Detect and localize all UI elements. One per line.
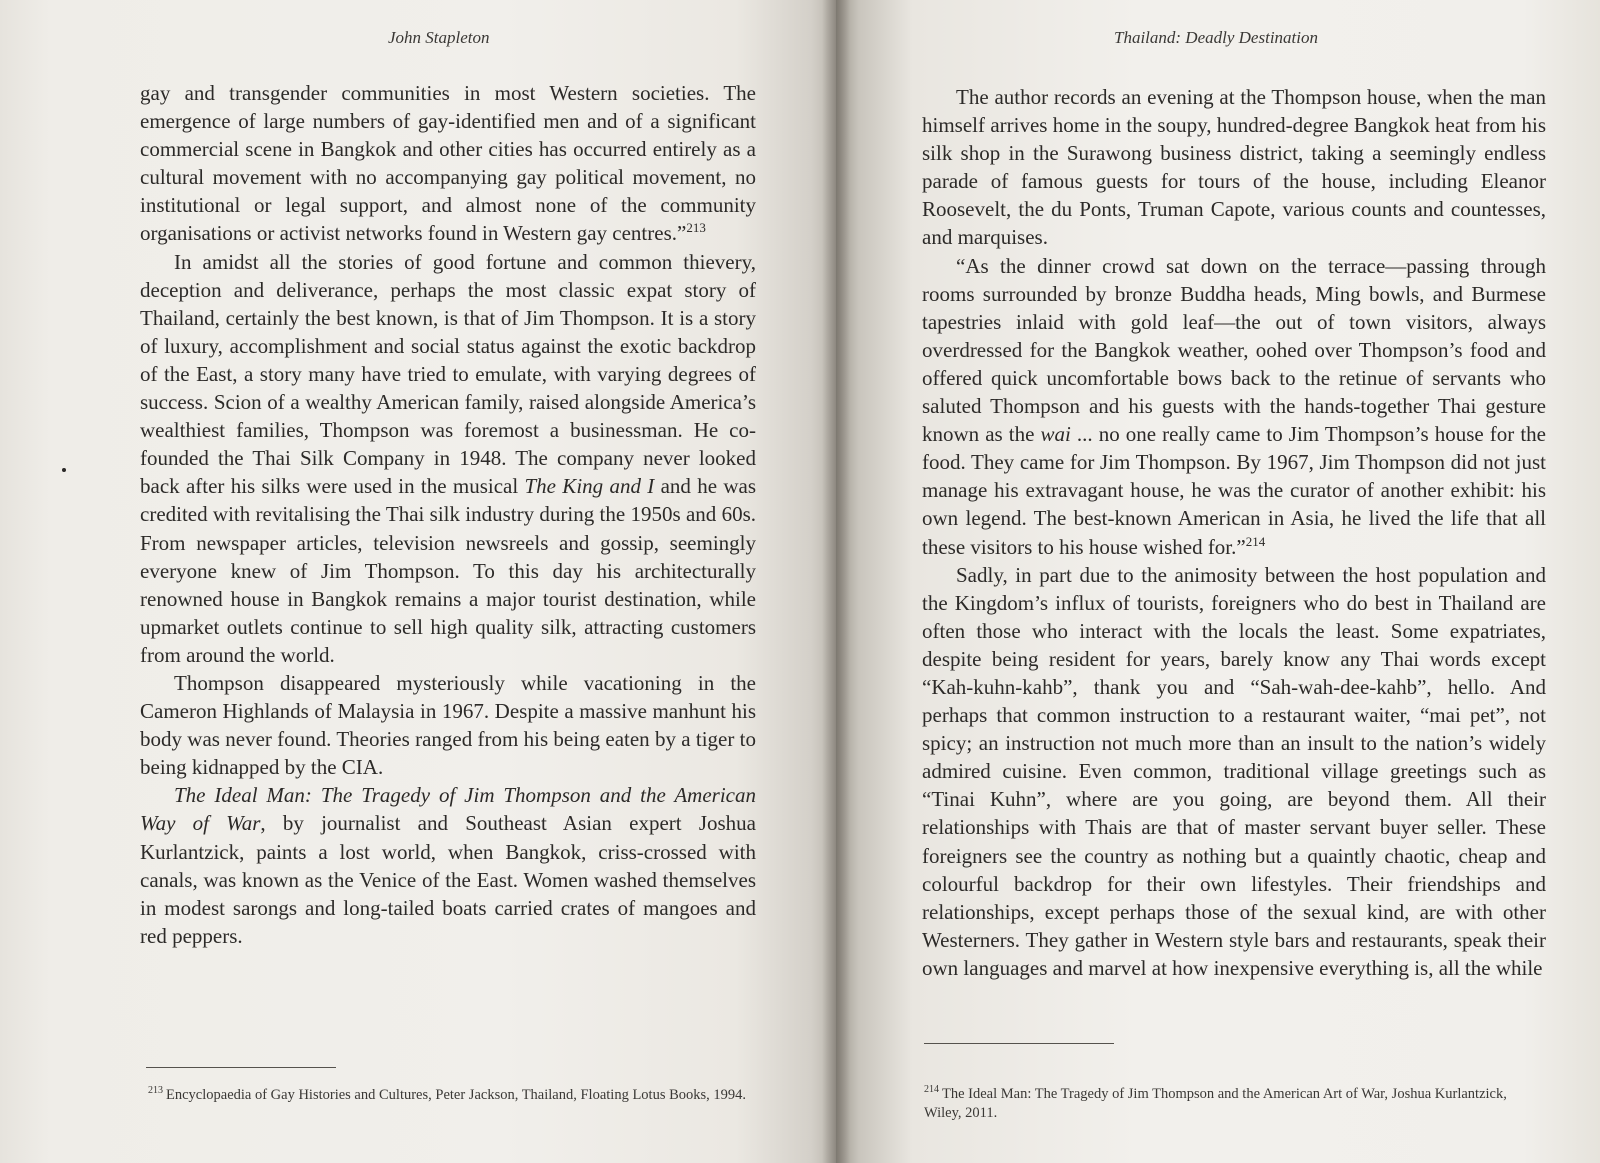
italic-word: wai (1040, 422, 1071, 447)
footnote-text: Encyclopaedia of Gay Histories and Cultures, Peter Jackson, Thailand, Floating Lotus Books, 1994. (166, 1087, 747, 1103)
right-page-body (922, 83, 1546, 982)
italic-title: The Ideal Man: The Tragedy of Jim Thompson and the American Way of War (140, 783, 756, 836)
footnote-number: 214 (924, 1084, 939, 1096)
book-gutter (822, 0, 850, 1163)
paragraph-text: Sadly, in part due to the animosity between the host population and the Kingdom’s influx of tourists, foreigners who do best in Thailand are often those who interact with the locals the least. Some expatriates, despite being resident for years, barely know any Thai words except “Kah-kuhn-kahb”, thank you and “Sah-wah-dee-kahb”, hello. And perhaps that common instruction to a restaurant waiter, “mai pet”, not spicy; an instruction not much more than an insult to the nation’s widely admired cuisine. Even common, traditional village greetings such as “Tinai Kuhn”, where are you going, are beyond them. All their relationships with Thais are that of master servant buyer seller. These foreigners see the country as nothing but a quaintly chaotic, cheap and colourful backdrop for their own lifestyles. Their friendships and relationships, except perhaps those of the sexual kind, are with other Westerners. They gather in Western style bars and restaurants, speak their own languages and marvel at how inexpensive everything is, all the while (922, 562, 1546, 980)
paragraph-text: and he was credited with revitalising the Thai silk industry during the 1950s and 60s. From newspaper articles, television newsreels and gossip, seemingly everyone knew of Jim Thompson. To this day his architecturally renowned house in Bangkok remains a major tourist destination, while upmarket outlets continue to sell high quality silk, attracting customers from around the world. (140, 474, 756, 667)
paragraph (140, 781, 756, 950)
running-head-title: Thailand: Deadly Destination (1114, 28, 1318, 47)
paragraph-text: ... no one really came to Jim Thompson’s house for the food. They came for Jim Thompson. By 1967, Jim Thompson did not just manage his extravagant house, he was the curator of another exhibit: his own legend. The best-known American in Asia, he lived the life that all these visitors to his house wished for.” (922, 422, 1546, 559)
left-page-body (140, 79, 756, 950)
footnote-reference: 214 (1245, 533, 1266, 549)
footnote (148, 1086, 760, 1105)
paragraph-text: “As the dinner crowd sat down on the terrace—passing through rooms surrounded by bronze Buddha heads, Ming bowls, and Burmese tapestries inlaid with gold leaf—the out of town visitors, always overdressed for the Bangkok weather, oohed over Thompson’s food and offered quick uncomfortable bows back to the retinue of servants who saluted Thompson and his guests with the hands-together Thai gesture known as the (922, 253, 1546, 447)
paragraph (140, 79, 756, 248)
right-page (836, 0, 1600, 1163)
footnote-text: The Ideal Man: The Tragedy of Jim Thompson and the American Art of War, Joshua Kurlantzick, Wiley, 2011. (924, 1086, 1507, 1121)
italic-title: The King and I (524, 474, 655, 499)
paragraph (140, 669, 756, 781)
footnote (924, 1085, 1524, 1123)
footnote-reference: 213 (686, 220, 706, 236)
paragraph (922, 252, 1546, 561)
paragraph-text: The author records an evening at the Thompson house, when the man himself arrives home in the soupy, hundred-degree Bangkok heat from his silk shop in the Surawong business district, taking a seemingly endless parade of famous guests for tours of the house, including Eleanor Roosevelt, the du Ponts, Truman Capote, various counts and countesses, and marquises. (922, 85, 1546, 250)
paragraph (140, 248, 756, 669)
footnote-number: 213 (148, 1085, 163, 1097)
paragraph-text: Thompson disappeared mysteriously while vacationing in the Cameron Highlands of Malaysia in 1967. Despite a massive manhunt his body was never found. Theories ranged from his being eaten by a tiger to being kidnapped by the CIA. (140, 670, 756, 780)
paper-speck (62, 468, 66, 472)
paragraph-text: In amidst all the stories of good fortune and common thievery, deception and deliverance, perhaps the most classic expat story of Thailand, certainly the best known, is that of Jim Thompson. It is a story of luxury, accomplishment and social status against the exotic backdrop of the East, a story many have tried to emulate, with varying degrees of success. Scion of a wealthy American family, raised alongside America’s wealthiest families, Thompson was foremost a businessman. He co-founded the Thai Silk Company in 1948. The company never looked back after his silks were used in the musical (140, 249, 756, 499)
running-head-author: John Stapleton (388, 28, 490, 47)
footnote-divider (924, 1043, 1114, 1044)
paragraph-text: , by journalist and Southeast Asian expert Joshua Kurlantzick, paints a lost world, when Bangkok, criss-crossed with canals, was known as the Venice of the East. Women washed themselves in modest sarongs and long-tailed boats carried crates of mangoes and red peppers. (140, 811, 756, 948)
footnote-divider (146, 1067, 336, 1068)
paragraph-text: gay and transgender communities in most Western societies. The emergence of large numbers of gay-identified men and of a significant commercial scene in Bangkok and other cities has occurred entirely as a cultural movement with no accompanying gay political movement, no institutional or legal support, and almost none of the community organisations or activist networks found in Western gay centres.” (140, 81, 756, 246)
paragraph (922, 561, 1546, 982)
paragraph (922, 83, 1546, 252)
